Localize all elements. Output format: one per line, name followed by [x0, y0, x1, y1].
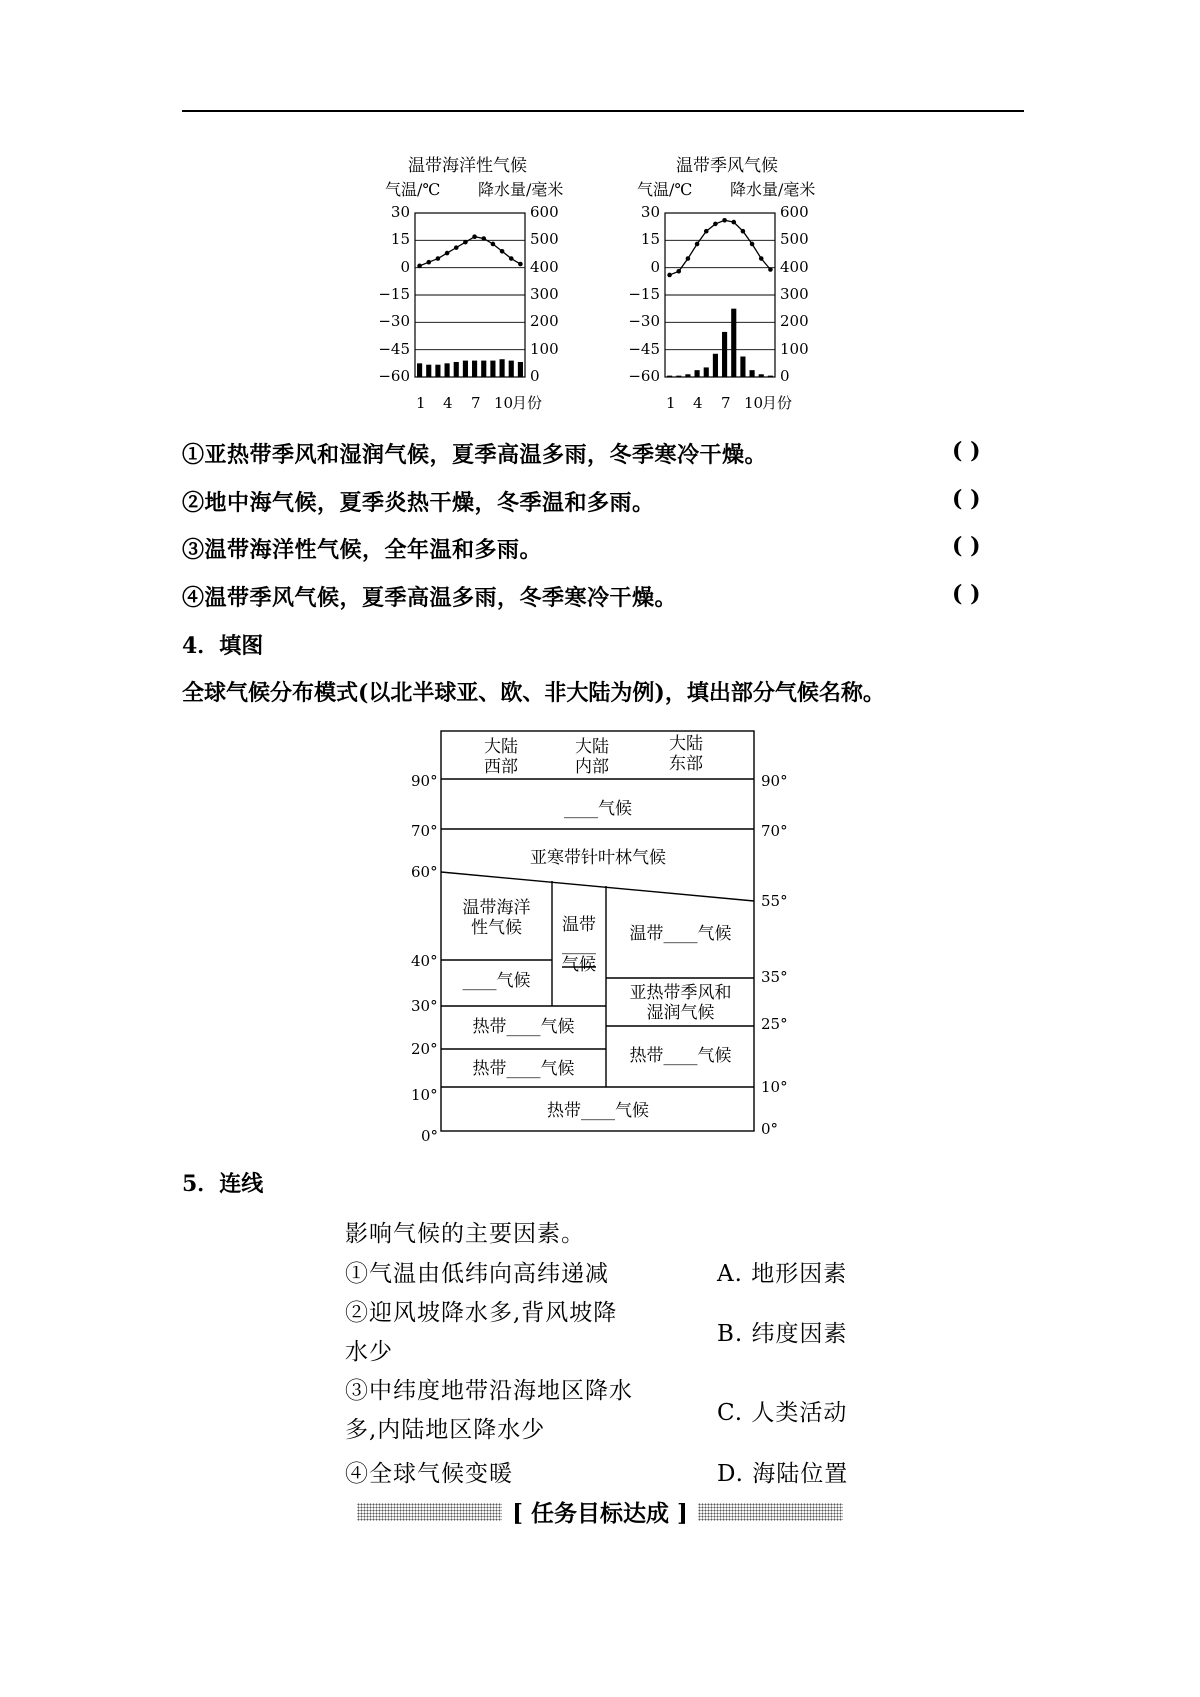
temp-tick: 30	[640, 203, 660, 221]
precip-tick: 500	[530, 230, 559, 249]
temp-point	[426, 260, 431, 265]
temp-tick: −30	[628, 312, 660, 331]
precip-tick: 0	[530, 367, 540, 385]
tropical-monsoon-climate: 热带____气候	[629, 1046, 732, 1066]
right-latitude: 55°	[761, 892, 788, 910]
factor-item: ④全球气候变暖	[345, 1461, 513, 1487]
temp-point	[741, 229, 746, 234]
left-latitude: 30°	[411, 997, 438, 1015]
temp-tick: −15	[378, 285, 410, 303]
temp-point	[472, 234, 477, 239]
temp-point	[695, 242, 700, 247]
temp-tick: −15	[628, 285, 660, 303]
temp-point	[686, 256, 691, 261]
precip-tick: 500	[780, 230, 809, 249]
east-subtropical-climate: 亚热带季风和 湿润气候	[629, 983, 732, 1023]
section-4-title: 4．填图	[182, 633, 264, 659]
precip-bar	[518, 362, 523, 377]
right-latitude: 70°	[761, 822, 788, 840]
inner-temperate-climate: 温带 ____ 气候	[562, 915, 596, 975]
answer-paren: ( )	[952, 581, 981, 607]
temp-line	[670, 220, 771, 275]
temp-point	[750, 242, 755, 247]
precip-bar	[445, 363, 450, 377]
section-5-title: 5．连线	[182, 1171, 264, 1197]
left-latitude: 20°	[411, 1040, 438, 1058]
month-tick: 7	[721, 394, 731, 412]
precip-tick: 600	[530, 203, 559, 221]
left-latitude: 0°	[421, 1127, 439, 1145]
factor-option: A. 地形因素	[717, 1261, 848, 1287]
left-latitude: 60°	[411, 863, 438, 881]
header-rule	[182, 110, 1024, 112]
month-tick: 1	[416, 394, 426, 412]
header-inner: 大陆 内部	[575, 737, 609, 777]
temp-point	[518, 262, 523, 267]
temp-point	[768, 267, 773, 272]
temp-point	[676, 269, 681, 274]
right-latitude: 25°	[761, 1015, 788, 1033]
equatorial-climate: 热带____气候	[547, 1101, 649, 1121]
temp-point	[500, 249, 505, 254]
precip-tick: 200	[530, 312, 559, 331]
precip-bar	[490, 361, 495, 377]
precip-tick: 100	[780, 339, 809, 358]
precip-bar	[713, 354, 718, 377]
section-4-intro: 全球气候分布模式(以北半球亚、欧、非大陆为例)，填出部分气候名称。	[182, 680, 885, 706]
month-tick: 7	[471, 394, 481, 412]
factor-item: ①气温由低纬向高纬递减	[345, 1261, 609, 1287]
chart-title: 温带海洋性气候	[408, 156, 527, 176]
month-tick: 1	[666, 394, 676, 412]
temp-line	[420, 237, 521, 266]
precip-tick: 0	[780, 367, 790, 385]
subarctic-climate: 亚寒带针叶林气候	[530, 848, 666, 868]
matching-intro: 影响气候的主要因素。	[345, 1221, 585, 1247]
polar-climate: ____气候	[564, 799, 632, 819]
precip-tick: 300	[530, 285, 559, 303]
precip-bar	[722, 332, 727, 377]
precip-bar	[472, 361, 477, 377]
precip-bar	[685, 374, 690, 377]
savanna-climate: 热带____气候	[472, 1059, 575, 1079]
precip-bar	[481, 361, 486, 377]
precip-bar	[740, 357, 745, 378]
month-unit: 月份	[512, 394, 543, 412]
question-1: ①亚热带季风和湿润气候，夏季高温多雨，冬季寒冷干燥。	[182, 442, 768, 468]
factor-option: C. 人类活动	[717, 1400, 848, 1426]
precip-bar	[759, 374, 764, 377]
temp-point	[713, 222, 718, 227]
temp-point	[454, 245, 459, 250]
precip-bar	[731, 309, 736, 377]
precip-bar	[500, 359, 505, 377]
west-mediterranean-climate: ____气候	[462, 971, 531, 991]
question-2: ②地中海气候，夏季炎热干燥，冬季温和多雨。	[182, 490, 655, 516]
chart-title: 温带季风气候	[676, 156, 778, 176]
month-unit: 月份	[762, 394, 793, 412]
temp-tick: −45	[628, 339, 660, 358]
temp-point	[667, 273, 672, 278]
temp-point	[722, 218, 727, 223]
precip-bar	[667, 376, 672, 377]
temp-tick: −30	[378, 312, 410, 331]
task-goal-banner	[357, 1495, 843, 1527]
header-east: 大陆 东部	[669, 734, 703, 774]
precip-bar	[768, 376, 773, 377]
header-west: 大陆 西部	[484, 737, 518, 777]
desert-climate: 热带____气候	[472, 1017, 575, 1037]
precip-axis-label: 降水量/毫米	[478, 180, 564, 199]
temp-point	[481, 236, 486, 241]
temp-tick: −45	[378, 339, 410, 358]
right-latitude: 90°	[761, 772, 788, 790]
temp-tick: 0	[400, 257, 410, 276]
precip-tick: 600	[780, 203, 809, 221]
precip-bar	[426, 365, 431, 377]
left-latitude: 10°	[411, 1086, 438, 1104]
temp-point	[445, 251, 450, 256]
temp-axis-label: 气温/℃	[637, 180, 693, 199]
chart-plot-area	[664, 210, 776, 386]
right-latitude: 35°	[761, 968, 788, 986]
precip-bar	[695, 370, 700, 377]
temp-point	[731, 220, 736, 225]
month-tick: 10	[494, 394, 514, 412]
temp-point	[436, 256, 441, 261]
month-tick: 10	[744, 394, 764, 412]
temp-point	[759, 256, 764, 261]
east-temperate-climate: 温带____气候	[629, 924, 732, 944]
precip-bar	[676, 376, 681, 377]
temp-point	[704, 229, 709, 234]
temp-point	[463, 240, 468, 245]
precip-bar	[454, 362, 459, 377]
left-latitude: 40°	[411, 952, 438, 970]
temp-tick: 30	[390, 203, 410, 221]
answer-paren: ( )	[952, 438, 981, 464]
west-temperate-climate: 温带海洋 性气候	[462, 898, 531, 938]
precip-tick: 200	[780, 312, 809, 331]
question-3: ③温带海洋性气候，全年温和多雨。	[182, 537, 543, 563]
precip-axis-label: 降水量/毫米	[730, 180, 816, 199]
month-tick: 4	[693, 394, 703, 412]
right-latitude: 10°	[761, 1078, 788, 1096]
temp-point	[491, 242, 496, 247]
factor-option: D. 海陆位置	[717, 1461, 849, 1487]
precip-bar	[417, 363, 422, 377]
temp-tick: −60	[628, 367, 660, 385]
right-latitude: 0°	[761, 1120, 779, 1138]
temp-point	[509, 256, 514, 261]
precip-bar	[463, 361, 468, 377]
factor-item: ②迎风坡降水多,背风坡降 水少	[345, 1300, 618, 1365]
month-tick: 4	[443, 394, 453, 412]
answer-paren: ( )	[952, 486, 981, 512]
temp-axis-label: 气温/℃	[385, 180, 441, 199]
precip-bar	[435, 365, 440, 377]
chart-plot-area	[414, 210, 526, 386]
banner-title: [ 任务目标达成 ]	[508, 1500, 692, 1527]
factor-item: ③中纬度地带沿海地区降水 多,内陆地区降水少	[345, 1378, 633, 1443]
question-4: ④温带季风气候，夏季高温多雨，冬季寒冷干燥。	[182, 585, 678, 611]
precip-bar	[509, 361, 514, 377]
answer-paren: ( )	[952, 533, 981, 559]
precip-bar	[704, 367, 709, 377]
temp-tick: 15	[640, 230, 660, 249]
left-latitude: 90°	[411, 772, 438, 790]
precip-tick: 100	[530, 339, 559, 358]
left-latitude: 70°	[411, 822, 438, 840]
temp-tick: 15	[390, 230, 410, 249]
temp-tick: 0	[650, 257, 660, 276]
precip-tick: 400	[780, 257, 809, 276]
factor-option: B. 纬度因素	[717, 1321, 848, 1347]
temp-point	[417, 264, 422, 269]
precip-tick: 300	[780, 285, 809, 303]
precip-bar	[750, 370, 755, 377]
temp-tick: −60	[378, 367, 410, 385]
precip-tick: 400	[530, 257, 559, 276]
